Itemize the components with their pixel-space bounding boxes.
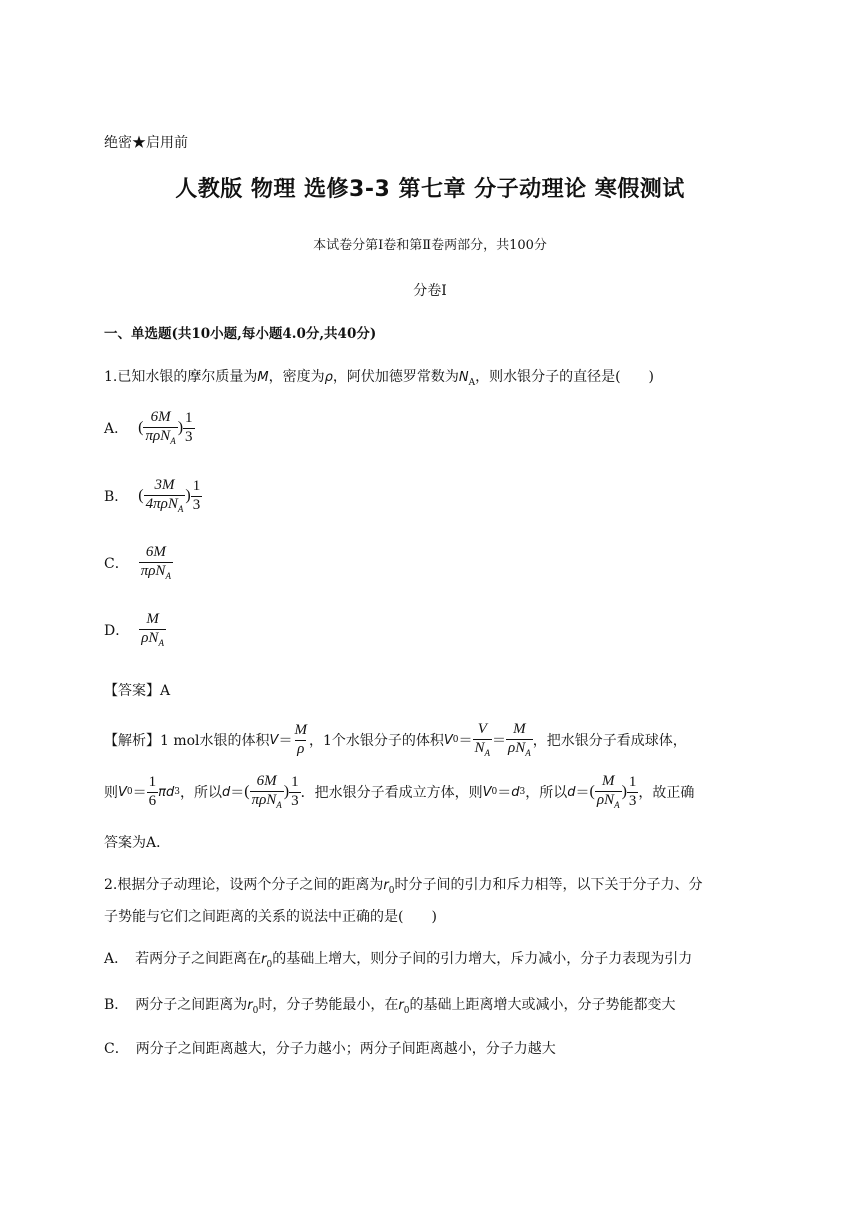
expl-exponent-2: $\frac{1}{3}$ bbox=[628, 773, 637, 809]
option-d-fraction: $\frac{M}{\rho N_A}$ bbox=[141, 611, 164, 648]
expl-exponent-1: $\frac{1}{3}$ bbox=[291, 773, 299, 809]
option-b-exponent: $\frac{1}{3}$ bbox=[192, 477, 201, 513]
option-c-fraction: $\frac{6M}{\pi\rho N_A}$ bbox=[140, 544, 171, 581]
section-heading: 一、单选题(共10小题,每小题4.0分,共40分) bbox=[104, 326, 377, 342]
option-a: A． ( $\frac{6M}{\pi\rho N_A}$ ) $\frac{1}{3}$ bbox=[104, 409, 193, 446]
volume-label: 分卷I bbox=[413, 283, 447, 299]
option-b: B． ( $\frac{3M}{4\pi\rho N_A}$ ) $\frac{1}{3}$ bbox=[104, 477, 201, 514]
option-c: C． $\frac{6M}{\pi\rho N_A}$ bbox=[104, 544, 171, 581]
question-2-stem-line-2: 子势能与它们之间距离的关系的说法中正确的是( ) bbox=[104, 909, 437, 925]
expl-fraction-6m: $\frac{6M}{\pi\rho N_A}$ bbox=[251, 773, 282, 810]
question-2-option-b: B． 两分子之间距离为$r_0$时，分子势能最小，在$r_0$的基础上距离增大或减小，分子势能都变大 bbox=[104, 997, 676, 1016]
question-2-option-c: C． 两分子之间距离越大，分子力越小；两分子间距离越小，分子力越大 bbox=[104, 1041, 556, 1057]
option-a-fraction: $\frac{6M}{\pi\rho N_A}$ bbox=[145, 409, 176, 446]
option-a-exponent: $\frac{1}{3}$ bbox=[185, 409, 193, 445]
expl-fraction-m-rhona: $\frac{M}{\rho N_A}$ bbox=[508, 721, 531, 758]
question-2-stem-line-1: 2.根据分子动理论，设两个分子之间的距离为$r_0$时分子间的引力和斥力相等，以下关于分子力、分 bbox=[104, 877, 703, 896]
option-d: D． $\frac{M}{\rho N_A}$ bbox=[104, 611, 164, 648]
option-b-fraction: $\frac{3M}{4\pi\rho N_A}$ bbox=[145, 477, 184, 514]
expl-fraction-m-rhona-2: $\frac{M}{\rho N_A}$ bbox=[596, 773, 620, 810]
question-2-option-a: A． 若两分子之间距离在$r_0$的基础上增大，则分子间的引力增大，斥力减小，分子力表现为引力 bbox=[104, 951, 693, 970]
page-title: 人教版 物理 选修3-3 第七章 分子动理论 寒假测试 bbox=[175, 177, 685, 202]
expl-fraction-one-sixth: $\frac{1}{6}$ bbox=[148, 773, 157, 809]
secret-mark: 绝密★启用前 bbox=[104, 135, 188, 151]
exam-subtitle: 本试卷分第Ⅰ卷和第Ⅱ卷两部分，共100分 bbox=[313, 238, 547, 253]
answer-line: 【答案】A bbox=[104, 683, 171, 699]
expl-fraction-v-na: $\frac{V}{N_A}$ bbox=[474, 721, 491, 758]
expl-fraction-m-rho: $\frac{M}{\rho}$ bbox=[294, 721, 307, 757]
question-1-stem: 1.已知水银的摩尔质量为M，密度为ρ，阿伏加德罗常数为$N_A$，则水银分子的直径是( ) bbox=[104, 369, 655, 388]
explanation-line-2: 则 V 0 ＝ $\frac{1}{6}$ πd 3 ，所以 d ＝ ( $\frac{6M}{\pi\rho N_A}$ ) $\frac{1}{3}$ ．把水银分子看成立方体，则 V 0 ＝ d 3 ，所以 d ＝ ( $\frac{M}{\rho N_A}$ ) $\frac{1}{3}$ ，故正确 bbox=[104, 773, 695, 810]
explanation-line-1: 【解析】1 mol水银的体积 V ＝ $\frac{M}{\rho}$ ，1个水银分子的体积 V 0 ＝ $\frac{V}{N_A}$ ＝ $\frac{M}{\rho N_A}$ ，把水银分子看成球体， bbox=[104, 721, 687, 758]
explanation-line-3: 答案为A． bbox=[104, 835, 171, 851]
